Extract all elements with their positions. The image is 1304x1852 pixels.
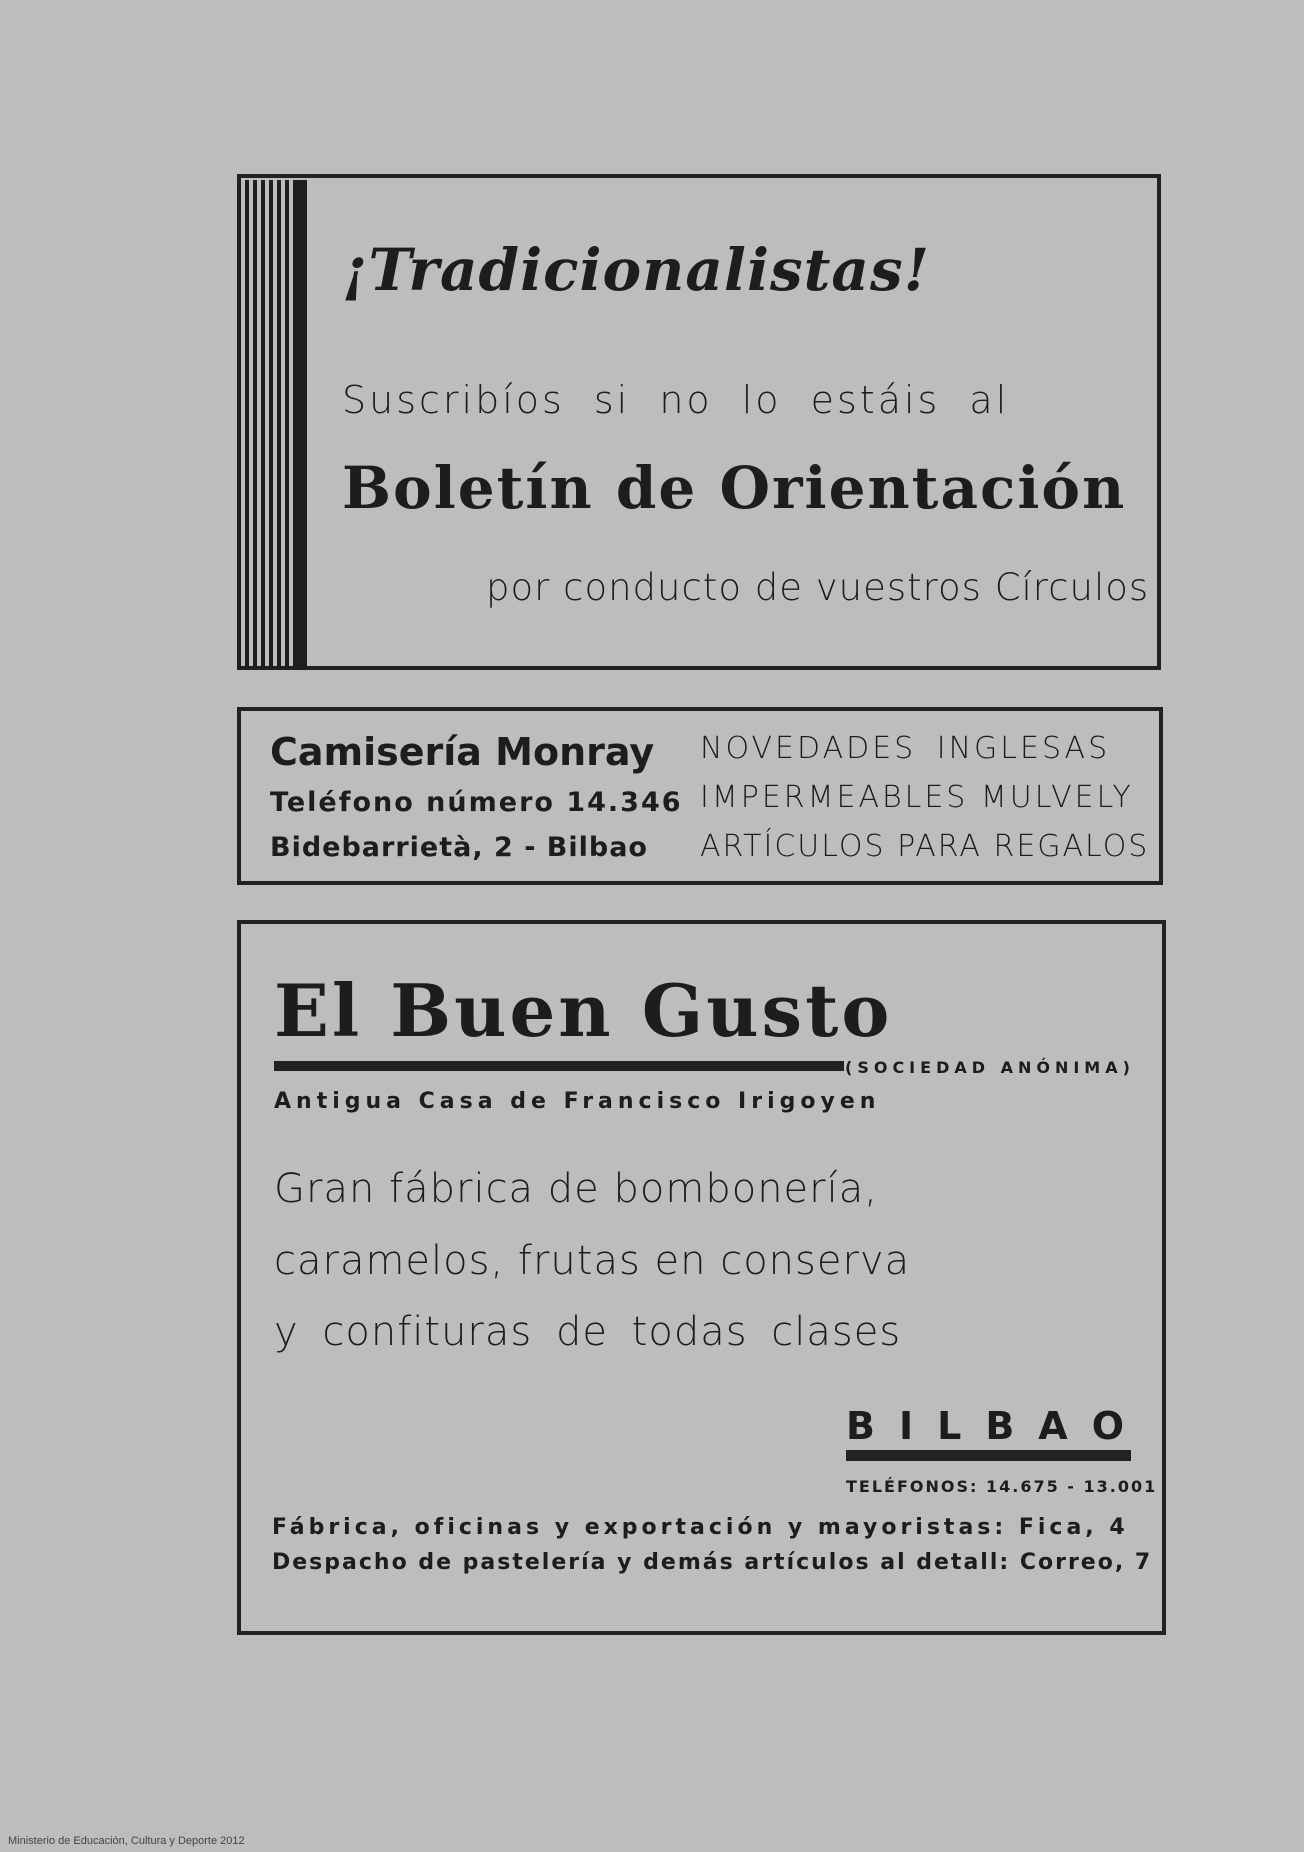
ad2-phone: Teléfono número 14.346 <box>270 787 683 818</box>
ad3-desc-3: y confituras de todas clases <box>274 1309 902 1355</box>
ad2-address: Bidebarrietà, 2 - Bilbao <box>270 832 648 863</box>
ad3-city: BILBAO <box>846 1404 1148 1448</box>
footer-credit: Ministerio de Educación, Cultura y Deporte 2012 <box>8 1835 245 1847</box>
ad3-brand-rule <box>274 1061 844 1071</box>
ad3-company-type: (SOCIEDAD ANÓNIMA) <box>845 1058 1135 1077</box>
ad3-address-2: Despacho de pastelería y demás artículos al detall: Correo, 7 <box>272 1550 1153 1575</box>
ad1-title: ¡Tradicionalistas! <box>342 236 931 304</box>
ad3-subtitle: Antigua Casa de Francisco Irigoyen <box>274 1089 881 1114</box>
ad2-item-3: ARTÍCULOS PARA REGALOS <box>700 829 1150 864</box>
ad2-item-2: IMPERMEABLES MULVELY <box>700 780 1134 815</box>
decorative-bar <box>293 180 307 670</box>
ad1-line2: por conducto de vuestros Círculos <box>486 566 1150 609</box>
ad3-desc-2: caramelos, frutas en conserva <box>274 1238 911 1284</box>
ad2-item-1: NOVEDADES INGLESAS <box>700 731 1111 766</box>
ad3-desc-1: Gran fábrica de bombonería, <box>274 1166 878 1212</box>
ad1-line1: Suscribíos si no lo estáis al <box>342 378 1010 422</box>
ad1-headline: Boletín de Orientación <box>342 454 1127 522</box>
ad3-city-rule <box>846 1450 1131 1461</box>
ad3-address-1: Fábrica, oficinas y exportación y mayoristas: Fica, 4 <box>272 1515 1129 1540</box>
ad2-name: Camisería Monray <box>270 730 655 774</box>
ad3-brand: El Buen Gusto <box>274 968 893 1053</box>
ad3-phones: TELÉFONOS: 14.675 - 13.001 <box>846 1477 1158 1496</box>
